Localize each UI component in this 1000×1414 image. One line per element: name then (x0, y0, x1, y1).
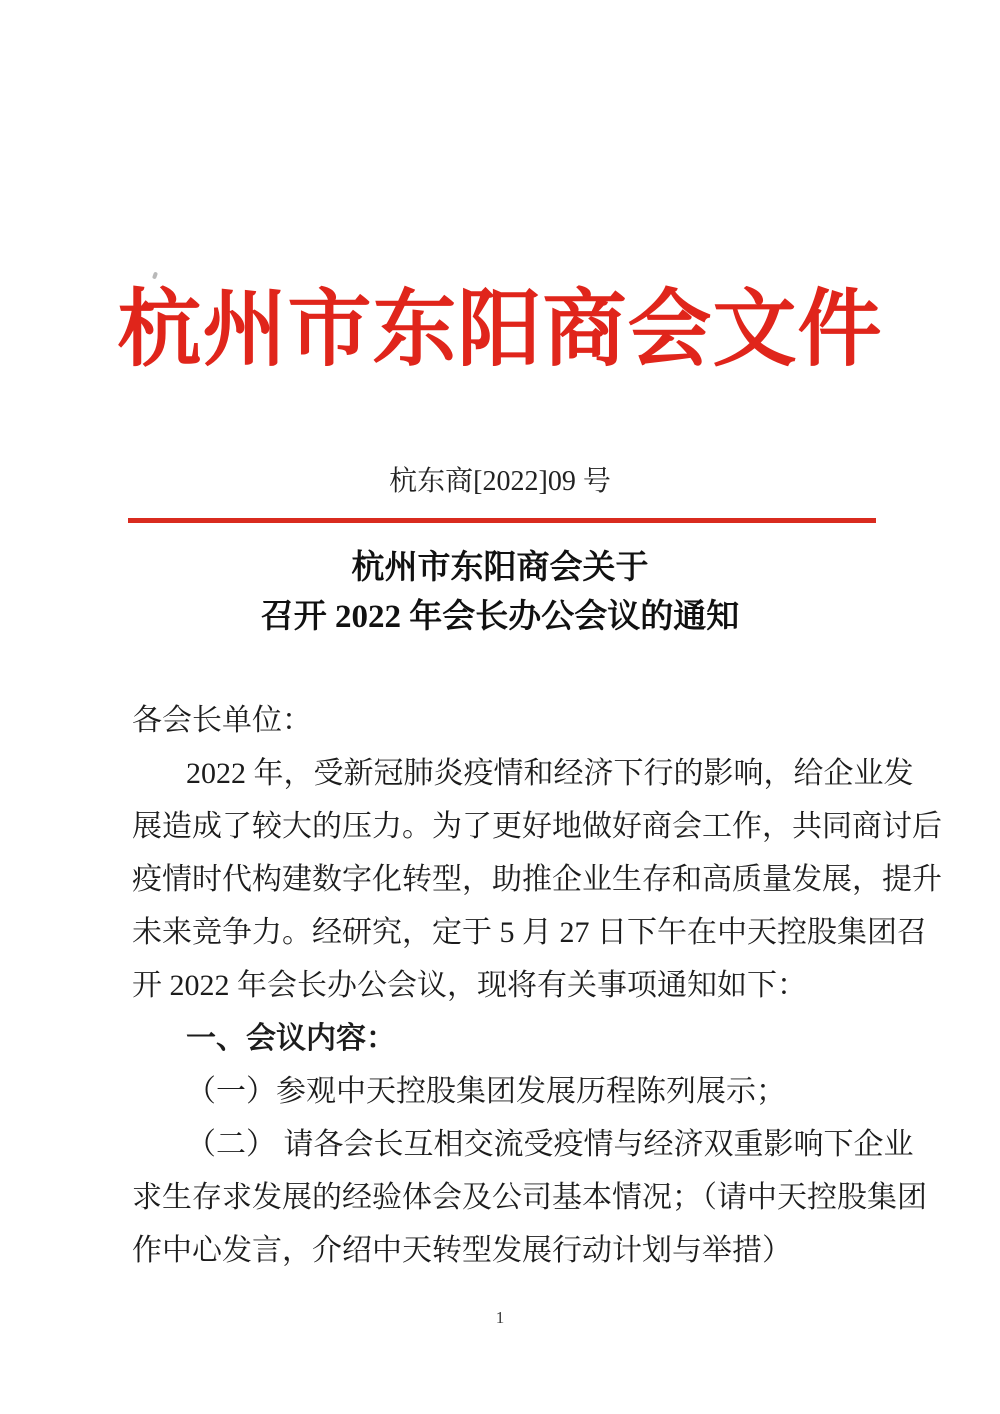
body-line: 作中心发言，介绍中天转型发展行动计划与举措） (132, 1234, 792, 1267)
body-line: 未来竞争力。经研究，定于 5 月 27 日下午在中天控股集团召 (132, 916, 927, 949)
doc-title-line2: 召开 2022 年会长办公会议的通知 (260, 599, 740, 635)
body-line-section-heading: 一、会议内容： (186, 1022, 396, 1055)
body-line-salutation: 各会长单位： (132, 704, 312, 737)
page-number: 1 (495, 1308, 505, 1327)
body-line: 疫情时代构建数字化转型，助推企业生存和高质量发展，提升 (132, 863, 942, 896)
banner-title: 杭州市东阳商会文件 (117, 284, 883, 377)
body-line-item-1: （一）参观中天控股集团发展历程陈列展示； (186, 1075, 786, 1108)
body-line-item-2: （二） 请各会长互相交流受疫情与经济双重影响下企业 (186, 1128, 914, 1161)
body-line: 求生存求发展的经验体会及公司基本情况；（请中天控股集团 (132, 1181, 927, 1214)
doc-number: 杭东商[2022]09 号 (389, 466, 611, 497)
body-line: 展造成了较大的压力。为了更好地做好商会工作，共同商讨后 (132, 810, 942, 843)
doc-title-line1: 杭州市东阳商会关于 (351, 550, 649, 586)
red-divider-line (128, 518, 876, 523)
doc-body (132, 694, 942, 1277)
doc-title (0, 544, 1000, 642)
body-line: 2022 年，受新冠肺炎疫情和经济下行的影响，给企业发 (186, 757, 914, 790)
body-line: 开 2022 年会长办公会议，现将有关事项通知如下： (132, 969, 807, 1002)
